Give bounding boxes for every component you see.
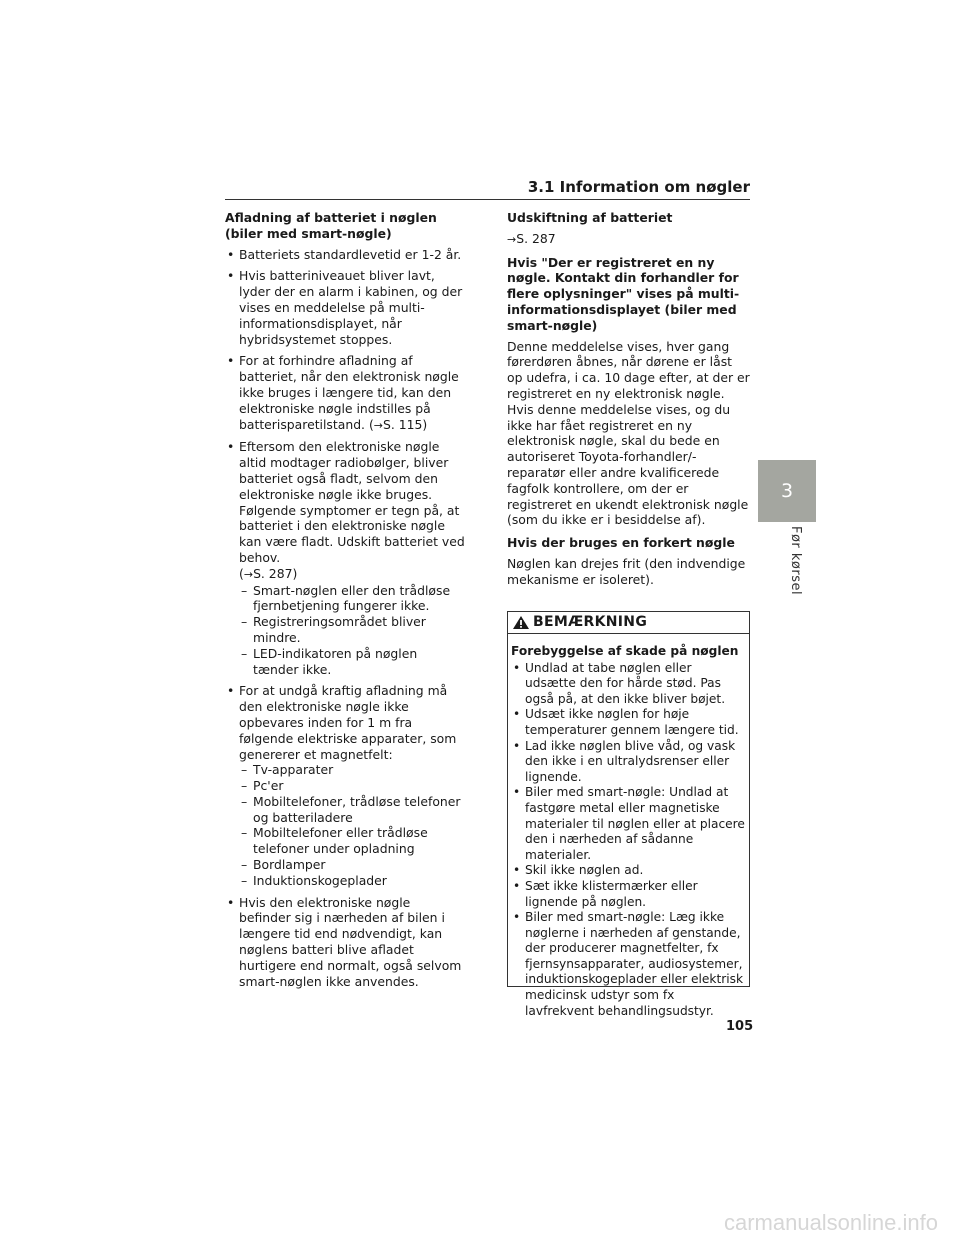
notice-body	[508, 634, 749, 1019]
symptom-list	[225, 583, 465, 678]
list-item: – Tv-apparater	[225, 762, 465, 778]
battery-discharge-list	[225, 247, 465, 990]
notice-subheading: Forebyggelse af skade på nøglen	[511, 644, 739, 658]
left-column	[225, 210, 465, 995]
arrow-right-icon: →	[243, 567, 254, 581]
watermark: carmanualsonline.info	[723, 1210, 938, 1235]
list-item: • Undlad at tabe nøglen eller udsætte den for hårde stød. Pas også på, at den ikke bliver bøjet.	[511, 661, 746, 708]
list-item: • Lad ikke nøglen blive våd, og vask den ikke i en ultralydsrenser eller lignende.	[511, 739, 746, 786]
arrow-right-icon: →	[373, 418, 383, 432]
right-column	[507, 210, 750, 595]
list-item: – Smart-nøglen eller den trådløse fjernbetjening fungerer ikke.	[225, 583, 465, 615]
list-item: – Mobiltelefoner eller trådløse telefoner under opladning	[225, 825, 465, 857]
battery-discharge-heading: Afladning af batteriet i nøglen (biler med smart-nøgle)	[225, 210, 437, 241]
list-item: • Hvis batteriniveauet bliver lavt, lyder der en alarm i kabinen, og der vises en meddelelse på multi-informationsdisplayet, når hybridsystemet stoppes.	[225, 268, 465, 347]
header-divider	[225, 199, 750, 200]
notice-box	[507, 611, 750, 1018]
ref-prefix: (	[239, 565, 244, 581]
page-reference-link[interactable]: S. 287	[516, 230, 556, 246]
page-reference-link[interactable]: S. 115)	[383, 416, 428, 432]
list-item: • Hvis den elektroniske nøgle befinder sig i nærheden af bilen i længere tid end nødvendigt, kan nøglens batteri blive afladet hurtigere end normalt, også selvom smart-nøglen ikke anvendes.	[225, 895, 465, 990]
list-item: • Batteriets standardlevetid er 1-2 år.	[225, 247, 465, 263]
list-item: – Registreringsområdet bliver mindre.	[225, 614, 465, 646]
page-number: 105	[726, 1019, 754, 1034]
list-item: – Pc'er	[225, 778, 465, 794]
battery-replacement-ref	[507, 231, 750, 248]
list-item: • Biler med smart-nøgle: Undlad at fastgøre metal eller magnetiske materialer til nøglen eller at placere den i nærheden af sådanne materialer.	[511, 785, 746, 863]
notice-list	[511, 661, 746, 1020]
list-item: – Bordlamper	[225, 857, 465, 873]
battery-replacement-heading: Udskiftning af batteriet	[507, 210, 673, 225]
appliance-list	[225, 762, 465, 888]
list-item-text: Eftersom den elektroniske nøgle altid modtager radiobølger, bliver batteriet også fladt, selvom den elektroniske nøgle ikke bruges. Følgende symptomer er tegn på, at batteriet i den elektroniske nøgle kan være fladt. Udskift batteriet ved behov.	[239, 439, 465, 565]
list-item-text: For at undgå kraftig afladning må den elektroniske nøgle ikke opbevares inden for 1 m fra følgende elektriske apparater, som genererer et magnetfelt:	[239, 683, 457, 762]
page-reference-link[interactable]: S. 287)	[253, 565, 298, 581]
arrow-right-icon: →	[507, 232, 517, 246]
list-item-text: For at forhindre afladning af batteriet, når den elektronisk nøgle ikke bruges i længere tid, kan den elektroniske nøgle indstilles på batterisparetilstand. (	[239, 353, 459, 432]
list-item: • Sæt ikke klistermærker eller lignende på nøglen.	[511, 879, 746, 910]
notice-title: BEMÆRKNING	[533, 613, 648, 630]
list-item: • Udsæt ikke nøglen for høje temperaturer gennem længere tid.	[511, 707, 746, 738]
notice-header	[508, 612, 749, 634]
wrong-key-heading: Hvis der bruges en forkert nøgle	[507, 535, 735, 551]
section-title: 3.1 Information om nøgler	[527, 178, 750, 196]
warning-triangle-icon	[512, 615, 530, 630]
chapter-label: Før kørsel	[788, 526, 803, 596]
chapter-number: 3	[780, 480, 794, 502]
wrong-key-paragraph: Nøglen kan drejes frit (den indvendige mekanisme er isoleret).	[507, 555, 746, 587]
new-key-paragraph: Denne meddelelse vises, hver gang førerdøren åbnes, når dørene er låst op udefra, i ca. 10 dage efter, at der er registreret en ny elektronisk nøgle. Hvis denne meddelelse vises, og du ikke har fået registreret en ny elektronisk nøgle, skal du bede en autoriseret Toyota-forhandler/-reparatør eller andre kvalificerede fagfolk kontrollere, om der er registreret en ukendt elektronisk nøgle (som du ikke er i besiddelse af).	[507, 338, 750, 528]
list-item	[225, 353, 465, 433]
list-item: • Skil ikke nøglen ad.	[511, 863, 746, 879]
list-item: • Biler med smart-nøgle: Læg ikke nøglerne i nærheden af genstande, der producerer magnetfelter, fx fjernsynsapparater, audiosystemer, induktionskogeplader eller elektrisk medicinsk udstyr som fx lavfrekvent behandlingsudstyr.	[511, 910, 746, 1019]
chapter-tab[interactable]	[758, 460, 816, 522]
new-key-heading: Hvis "Der er registreret en ny nøgle. Kontakt din forhandler for flere oplysninger" vises på multi-informationsdisplayet (biler med smart-nøgle)	[507, 254, 740, 333]
list-item: – LED-indikatoren på nøglen tænder ikke.	[225, 646, 465, 678]
list-item: – Mobiltelefoner, trådløse telefoner og batteriladere	[225, 794, 465, 826]
list-item	[225, 683, 465, 888]
list-item: – Induktionskogeplader	[225, 873, 465, 889]
list-item	[225, 439, 465, 677]
